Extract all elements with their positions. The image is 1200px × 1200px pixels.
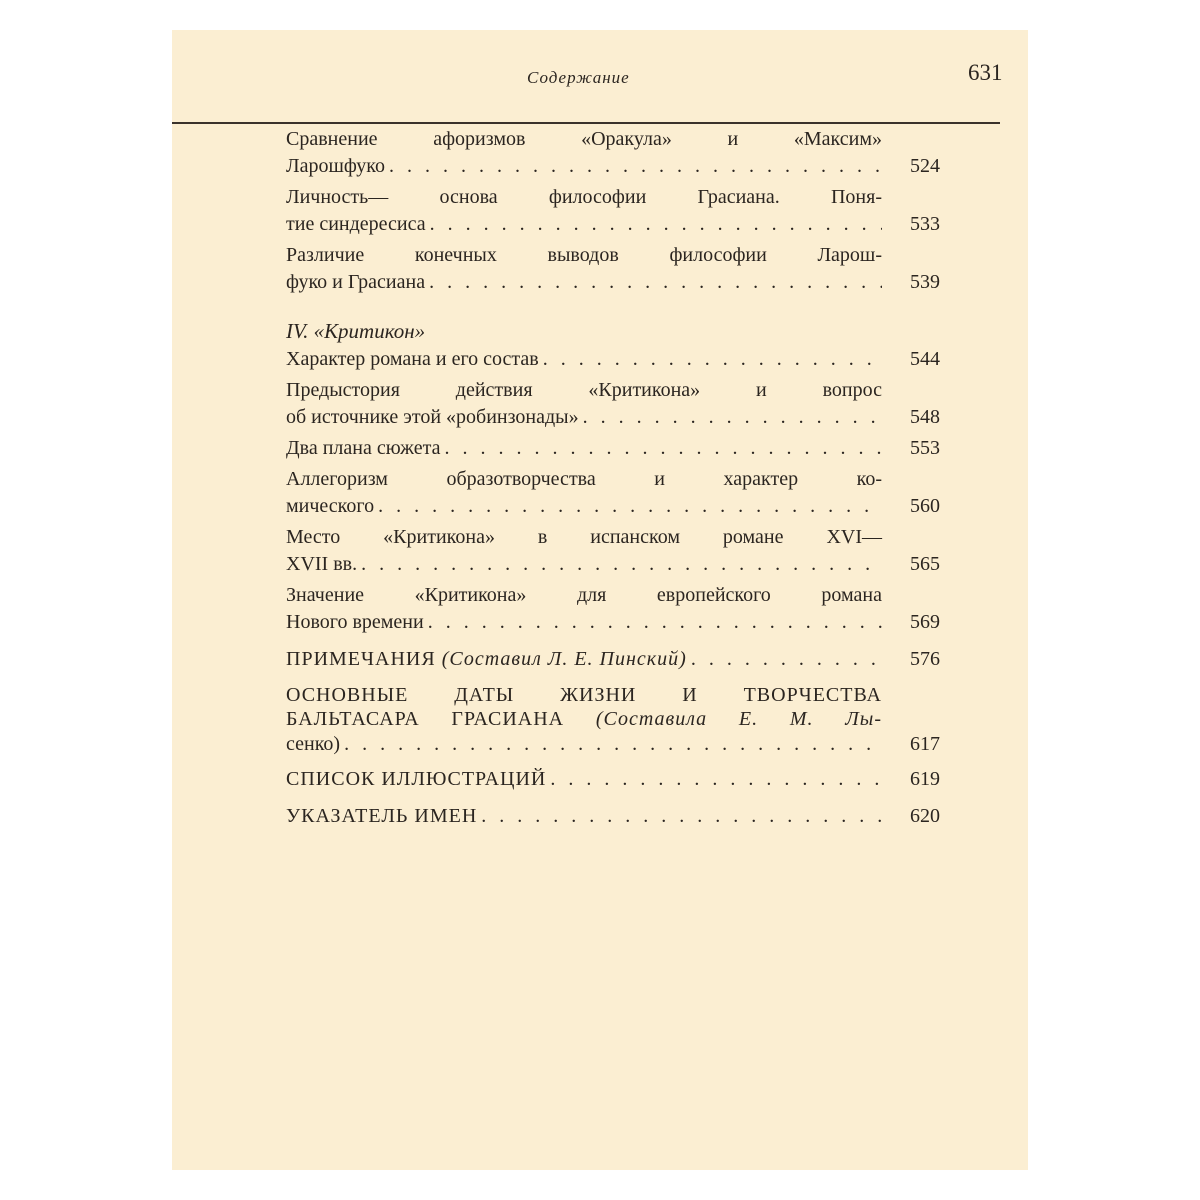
page-number: 631 — [968, 60, 1003, 85]
toc-entry-notes — [286, 646, 940, 673]
toc-entry — [286, 582, 940, 636]
toc-entry-credit: (Составил Л. Е. Пинский) — [441, 648, 687, 670]
toc-page-number: 576 — [910, 648, 940, 670]
toc-entry-line: сенко) — [286, 733, 341, 755]
dot-leader — [539, 346, 882, 373]
dot-leader — [385, 153, 882, 180]
toc-entry — [286, 346, 940, 373]
toc-entry-title: УКАЗАТЕЛЬ ИМЕН — [286, 805, 478, 827]
toc-entry-line: Предыстория действия «Критикона» и вопрос — [286, 379, 882, 401]
running-title: Содержание — [527, 68, 630, 87]
dot-leader — [424, 609, 882, 636]
book-page — [172, 30, 1028, 1170]
dot-leader — [340, 731, 882, 758]
toc-entry-line: Сравнение афоризмов «Оракула» и «Максим» — [286, 128, 882, 150]
toc-entry-title: СПИСОК ИЛЛЮСТРАЦИЙ — [286, 768, 547, 790]
toc-entry-line: Место «Критикона» в испанском романе XVI— — [286, 526, 882, 548]
toc-entry-line: мического — [286, 495, 375, 517]
toc-entry — [286, 242, 940, 296]
dot-leader — [440, 435, 882, 462]
toc-page-number: 524 — [910, 155, 940, 177]
table-of-contents — [286, 126, 940, 830]
toc-entry-line: фуко и Грасиана — [286, 271, 426, 293]
toc-entry-credit: (Составила Е. М. Лы- — [595, 708, 882, 730]
toc-entry-line: Два плана сюжета — [286, 437, 441, 459]
toc-entry-line: XVII вв. — [286, 553, 358, 575]
toc-entry-title: БАЛЬТАСАРА ГРАСИАНА — [286, 708, 565, 730]
dot-leader — [357, 551, 882, 578]
toc-entry-title: ПРИМЕЧАНИЯ — [286, 648, 436, 670]
toc-entry-line: Значение «Критикона» для европейского романа — [286, 584, 882, 606]
toc-page-number: 560 — [910, 495, 940, 517]
toc-page-number: 565 — [910, 553, 940, 575]
toc-page-number: 569 — [910, 611, 940, 633]
dot-leader — [546, 766, 882, 793]
toc-entry-line: Нового времени — [286, 611, 424, 633]
toc-entry-line: тие синдересиса — [286, 213, 426, 235]
toc-page-number: 553 — [910, 437, 940, 459]
running-head — [172, 60, 1028, 100]
section-heading: IV. «Критикон» — [286, 319, 426, 343]
toc-entry-line: Аллегоризм образотворчества и характер ко- — [286, 468, 882, 490]
toc-page-number: 617 — [910, 733, 940, 755]
toc-page-number: 548 — [910, 406, 940, 428]
toc-page-number: 620 — [910, 805, 940, 827]
toc-entry-line: Характер романа и его состав — [286, 348, 539, 370]
toc-entry — [286, 435, 940, 462]
toc-page-number: 619 — [910, 768, 940, 790]
dot-leader — [425, 269, 882, 296]
toc-entry — [286, 126, 940, 180]
dot-leader — [687, 646, 882, 673]
toc-page-number: 533 — [910, 213, 940, 235]
toc-page-number: 544 — [910, 348, 940, 370]
header-rule — [172, 122, 1000, 124]
dot-leader — [426, 211, 882, 238]
toc-entry — [286, 466, 940, 520]
toc-entry-line: Ларошфуко — [286, 155, 386, 177]
toc-page-number: 539 — [910, 271, 940, 293]
dot-leader — [374, 493, 882, 520]
toc-entry-line: ОСНОВНЫЕ ДАТЫ ЖИЗНИ И ТВОРЧЕСТВА — [286, 684, 882, 706]
toc-entry-dates — [286, 683, 940, 758]
toc-entry-line: об источнике этой «робинзонады» — [286, 406, 579, 428]
toc-entry-line: Различие конечных выводов философии Ларош- — [286, 244, 882, 266]
toc-entry — [286, 377, 940, 431]
toc-entry — [286, 184, 940, 238]
toc-entry-illustrations — [286, 766, 940, 793]
dot-leader — [477, 803, 882, 830]
toc-entry — [286, 524, 940, 578]
toc-entry-index — [286, 803, 940, 830]
dot-leader — [579, 404, 882, 431]
toc-entry-line: Личность— основа философии Грасиана. Поня- — [286, 186, 882, 208]
